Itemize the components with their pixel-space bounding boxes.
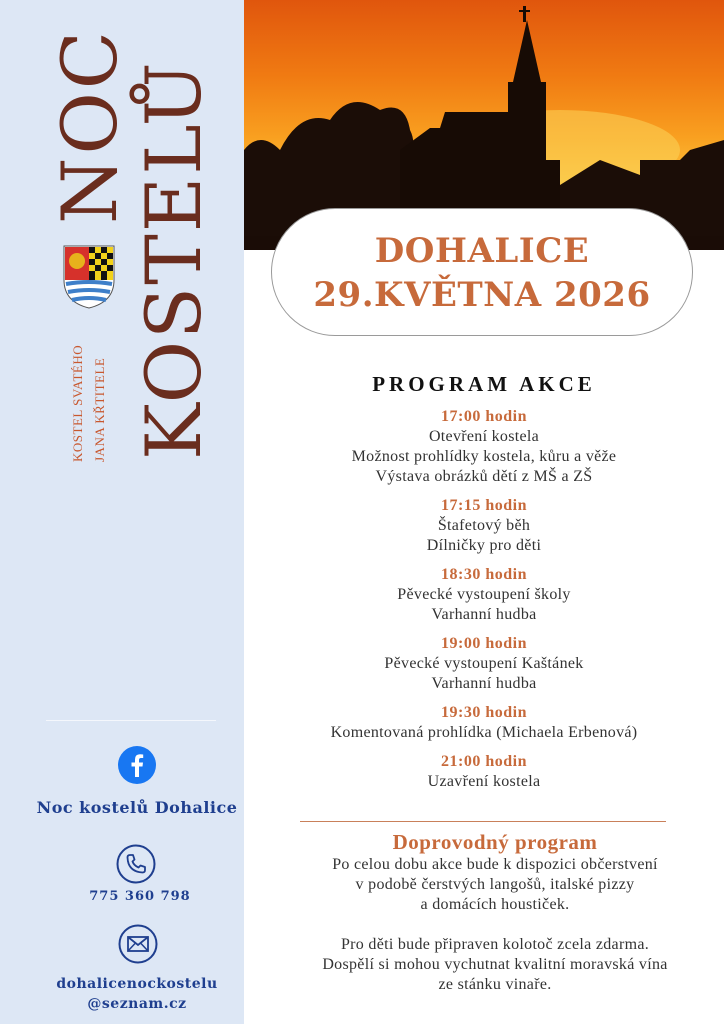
accompanying-text: a domácích houstiček. <box>420 896 570 913</box>
title-kostelu: KOSTELŮ <box>129 60 218 460</box>
slot-line: Pěvecké vystoupení školy <box>397 586 571 603</box>
accompanying-text: ze stánku vinaře. <box>438 976 552 993</box>
phone-icon <box>116 844 156 884</box>
church-name-line1: KOSTEL SVATÉHO <box>70 344 85 462</box>
email-address[interactable] <box>0 974 274 1014</box>
slot-line: Štafetový běh <box>437 517 531 534</box>
facebook-page-link[interactable]: Noc kostelů Dohalice <box>36 798 238 817</box>
slot-line: Možnost prohlídky kostela, kůru a věže <box>351 448 617 465</box>
program-heading: PROGRAM AKCE <box>372 372 596 396</box>
program-section <box>300 372 668 801</box>
slot-line: Varhanní hudba <box>431 675 537 692</box>
coat-of-arms-icon <box>62 244 116 310</box>
slot-time: 17:15 hodin <box>441 497 527 514</box>
slot-time: 18:30 hodin <box>441 566 527 583</box>
church-name-line2: JANA KŘTITELE <box>92 357 107 462</box>
phone-number[interactable]: 775 360 798 <box>89 889 191 904</box>
slot-line: Uzavření kostela <box>427 773 541 790</box>
program-slot <box>300 565 668 625</box>
event-pill <box>271 208 693 336</box>
sidebar <box>0 0 244 1024</box>
slot-line: Otevření kostela <box>428 428 540 445</box>
event-date: 29.KVĚTNA 2026 <box>313 275 651 315</box>
facebook-icon[interactable] <box>118 746 156 784</box>
slot-time: 19:00 hodin <box>441 635 527 652</box>
slot-time: 21:00 hodin <box>441 753 527 770</box>
program-slot <box>300 496 668 556</box>
program-slot <box>300 407 668 487</box>
slot-time: 19:30 hodin <box>441 704 527 721</box>
slot-line: Výstava obrázků dětí z MŠ a ZŠ <box>375 468 593 485</box>
slot-line: Varhanní hudba <box>431 606 537 623</box>
event-place: DOHALICE <box>374 231 590 271</box>
title-noc: NOC <box>45 28 134 224</box>
slot-line: Dílničky pro děti <box>426 537 542 554</box>
program-slot <box>300 752 668 792</box>
email-line2: @seznam.cz <box>87 996 187 1012</box>
accompanying-text: Dospělí si mohou vychutnat kvalitní moravská vína <box>322 956 668 973</box>
slot-line: Komentovaná prohlídka (Michaela Erbenová) <box>330 724 638 741</box>
accompanying-program <box>286 829 704 995</box>
program-slot <box>300 634 668 694</box>
accompanying-title: Doprovodný program <box>392 830 598 854</box>
mail-icon <box>118 924 158 964</box>
sidebar-divider <box>46 720 216 721</box>
section-divider <box>300 821 666 822</box>
accompanying-text: Pro děti bude připraven kolotoč zcela zdarma. <box>340 936 650 953</box>
slot-line: Pěvecké vystoupení Kaštánek <box>384 655 584 672</box>
program-slot <box>300 703 668 743</box>
email-line1: dohalicenockostelu <box>56 976 218 992</box>
slot-time: 17:00 hodin <box>441 408 527 425</box>
paragraph-gap <box>286 915 704 935</box>
accompanying-text: Po celou dobu akce bude k dispozici občerstvení <box>332 856 658 873</box>
accompanying-text: v podobě čerstvých langošů, italské pizzy <box>355 876 635 893</box>
